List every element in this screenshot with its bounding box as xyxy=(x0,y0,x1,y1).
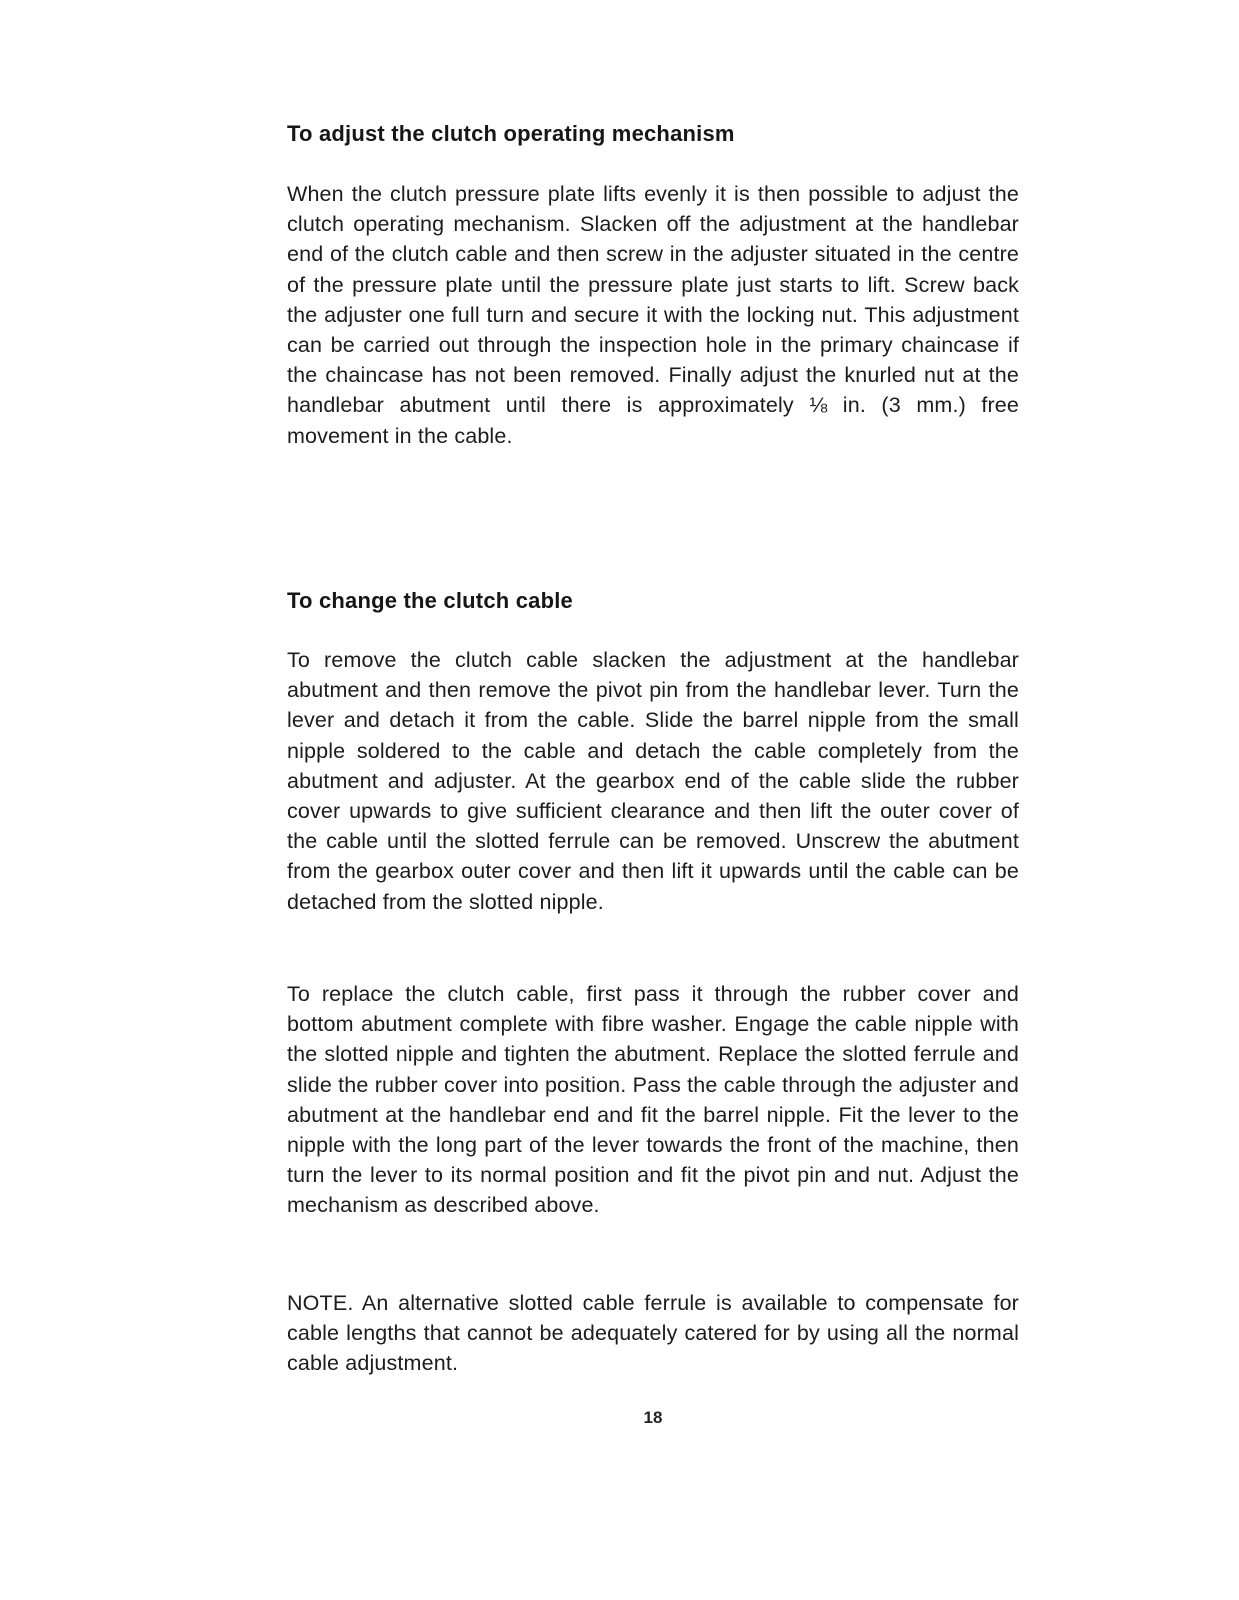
page-number: 18 xyxy=(643,1408,663,1427)
section-heading-clutch-adjustment: To adjust the clutch operating mechanism xyxy=(287,121,735,146)
section-heading-change-cable: To change the clutch cable xyxy=(287,588,573,613)
paragraph-remove-cable: To remove the clutch cable slacken the adjustment at the handlebar abutment and then remove the pivot pin from the handlebar lever. Turn the lever and detach it from the cable. Slide the barrel nipple from the small nipple soldered to the cable and detach the cable completely from the abutment and adjuster. At the gearbox end of the cable slide the rubber cover upwards to give sufficient clearance and then lift the outer cover of the cable until the slotted ferrule can be removed. Unscrew the abutment from the gearbox outer cover and then lift it upwards until the cable can be detached from the slotted nipple. xyxy=(287,648,1019,914)
manual-page xyxy=(287,0,1019,1600)
paragraph-clutch-adjustment: When the clutch pressure plate lifts evenly it is then possible to adjust the clutch operating mechanism. Slacken off the adjustment at the handlebar end of the clutch cable and then screw in the adjuster situated in the centre of the pressure plate until the pressure plate just starts to lift. Screw back the adjuster one full turn and secure it with the locking nut. This adjustment can be carried out through the inspection hole in the primary chaincase if the chaincase has not been removed. Finally adjust the knurled nut at the handlebar abutment until there is approximately ⅛ in. (3 mm.) free movement in the cable. xyxy=(287,182,1019,448)
paragraph-replace-cable: To replace the clutch cable, first pass it through the rubber cover and bottom abutment complete with fibre washer. Engage the cable nipple with the slotted nipple and tighten the abutment. Replace the slotted ferrule and slide the rubber cover into position. Pass the cable through the adjuster and abutment at the handlebar end and fit the barrel nipple. Fit the lever to the nipple with the long part of the lever towards the front of the machine, then turn the lever to its normal position and fit the pivot pin and nut. Adjust the mechanism as described above. xyxy=(287,982,1019,1218)
note-paragraph: NOTE. An alternative slotted cable ferrule is available to compensate for cable lengths that cannot be adequately catered for by using all the normal cable adjustment. xyxy=(287,1291,1019,1376)
